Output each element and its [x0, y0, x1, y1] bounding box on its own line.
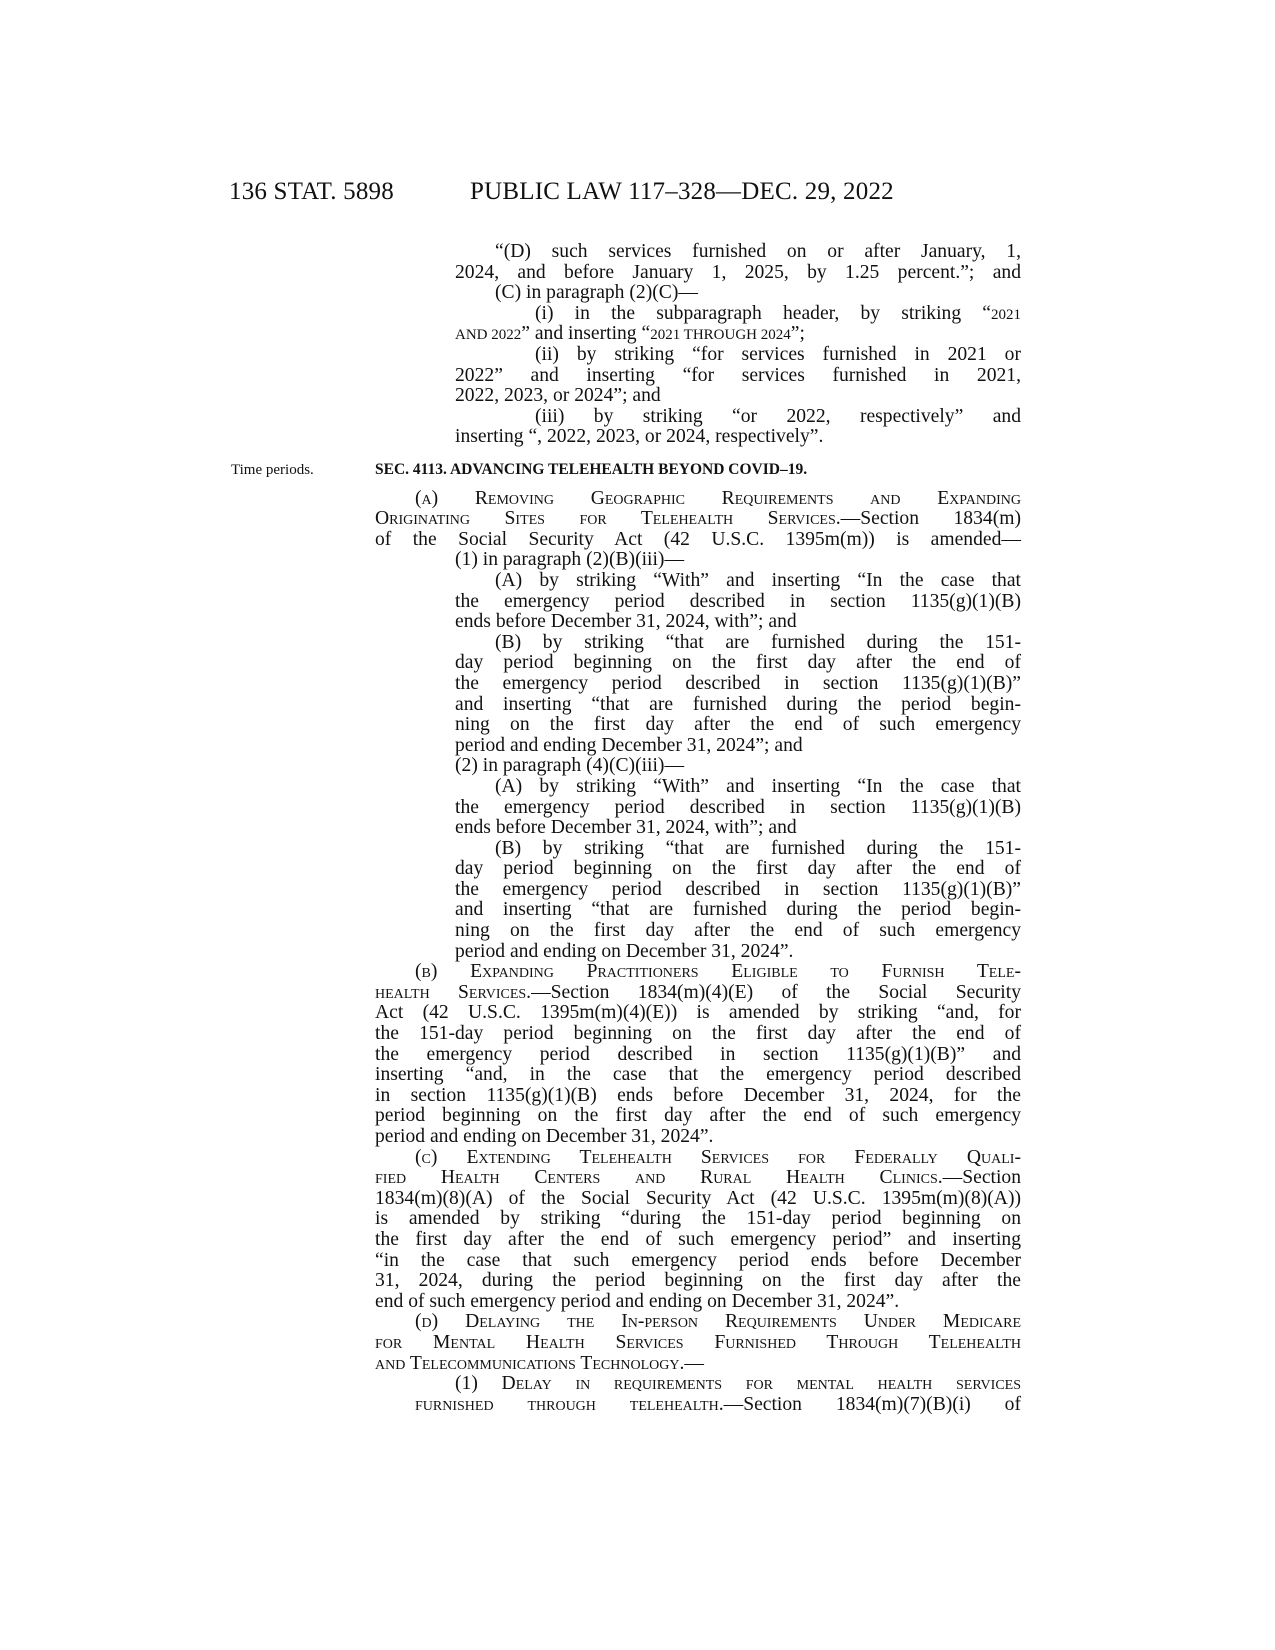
text-line: end of such emergency period and ending on December 31, 2024”. [375, 1290, 900, 1312]
text-line: period and ending on December 31, 2024”. [375, 1126, 714, 1147]
text-line: inserting “, 2022, 2023, or 2024, respectively”. [455, 426, 824, 448]
text-line: 2022, 2023, or 2024”; and [455, 385, 661, 407]
text-line: furnished through telehealth.—Section 1834(m)(7)(B)(i) of [415, 1393, 1021, 1415]
text-line: (iii) by striking “or 2022, respectively” and [535, 405, 1021, 427]
text-line: period beginning on the first day after the end of such emergency [375, 1105, 1021, 1127]
text-line: the emergency period described in section 1135(g)(1)(B)” and [375, 1043, 1021, 1065]
text-line: Originating Sites for Telehealth Services.—Section 1834(m) [375, 508, 1021, 530]
text-line: (d) Delaying the In-person Requirements Under Medicare [415, 1311, 1021, 1333]
text-line: period and ending December 31, 2024”; and [455, 734, 803, 756]
text-line: for Mental Health Services Furnished Through Telehealth [375, 1331, 1021, 1353]
text-line: 2024, and before January 1, 2025, by 1.25 percent.”; and [455, 261, 1021, 283]
text-line: the emergency period described in section 1135(g)(1)(B)” [455, 672, 1021, 694]
text-line: and inserting “that are furnished during the period begin- [455, 899, 1021, 921]
text-line: AND 2022” and inserting “2021 THROUGH 2024”; [455, 323, 805, 345]
text-line: (1) in paragraph (2)(B)(iii)— [455, 549, 685, 571]
text-line: (1) Delay in requirements for mental health services [455, 1373, 1021, 1395]
text-line: fied Health Centers and Rural Health Clinics.—Section [375, 1167, 1021, 1189]
text-line: day period beginning on the first day after the end of [455, 652, 1021, 674]
text-line: inserting “and, in the case that the emergency period described [375, 1064, 1021, 1086]
text-line: of the Social Security Act (42 U.S.C. 1395m(m)) is amended— [375, 528, 1021, 550]
text-line: 2022” and inserting “for services furnished in 2021, [455, 364, 1021, 386]
text-line: “in the case that such emergency period ends before December [375, 1249, 1021, 1271]
text-line: ends before December 31, 2024, with”; and [455, 611, 797, 633]
section-4113 [375, 460, 1021, 1415]
text-line: (A) by striking “With” and inserting “In the case that [495, 775, 1021, 797]
text-line: and Telecommunications Technology.— [375, 1352, 704, 1374]
text-line: 31, 2024, during the period beginning on the first day after the [375, 1270, 1021, 1292]
text-line: the emergency period described in section 1135(g)(1)(B) [455, 796, 1021, 818]
amendment-continuation [375, 242, 1021, 448]
text-line: (2) in paragraph (4)(C)(iii)— [455, 755, 685, 777]
text-line: (i) in the subparagraph header, by striking “2021 [535, 302, 1021, 324]
text-line: (a) Removing Geographic Requirements and Expanding [415, 487, 1021, 509]
text-line: 1834(m)(8)(A) of the Social Security Act (42 U.S.C. 1395m(m)(8)(A)) [375, 1187, 1021, 1209]
text-line: the first day after the end of such emergency period” and inserting [375, 1228, 1021, 1250]
text-line: the emergency period described in section 1135(g)(1)(B) [455, 590, 1021, 612]
page-reference: 136 STAT. 5898 [229, 178, 394, 205]
text-line: (c) Extending Telehealth Services for Federally Quali- [415, 1146, 1021, 1168]
text-line: (A) by striking “With” and inserting “In the case that [495, 569, 1021, 591]
text-line: “(D) such services furnished on or after January, 1, [495, 241, 1021, 262]
text-line: (ii) by striking “for services furnished in 2021 or [535, 343, 1021, 365]
text-line: the emergency period described in section 1135(g)(1)(B)” [455, 878, 1021, 900]
text-line: (C) in paragraph (2)(C)— [495, 282, 698, 304]
text-line: the 151-day period beginning on the first day after the end of [375, 1023, 1021, 1045]
text-line: is amended by striking “during the 151-day period beginning on [375, 1208, 1021, 1230]
text-line: day period beginning on the first day after the end of [455, 858, 1021, 880]
text-line: in section 1135(g)(1)(B) ends before December 31, 2024, for the [375, 1084, 1021, 1106]
margin-note: Time periods. [231, 462, 314, 478]
section-heading: SEC. 4113. ADVANCING TELEHEALTH BEYOND COVID–19. [375, 461, 808, 478]
law-title-header: PUBLIC LAW 117–328—DEC. 29, 2022 [470, 178, 894, 205]
text-line: health Services.—Section 1834(m)(4)(E) of the Social Security [375, 981, 1021, 1003]
text-line: (B) by striking “that are furnished during the 151- [495, 631, 1021, 653]
text-line: and inserting “that are furnished during the period begin- [455, 693, 1021, 715]
text-line: Act (42 U.S.C. 1395m(m)(4)(E)) is amended by striking “and, for [375, 1002, 1021, 1024]
text-line: ning on the first day after the end of such emergency [455, 920, 1021, 942]
text-line: (B) by striking “that are furnished during the 151- [495, 837, 1021, 859]
text-line: (b) Expanding Practitioners Eligible to Furnish Tele- [415, 961, 1021, 983]
text-line: period and ending on December 31, 2024”. [455, 940, 794, 962]
text-line: ends before December 31, 2024, with”; and [455, 817, 797, 839]
text-line: ning on the first day after the end of such emergency [455, 714, 1021, 736]
